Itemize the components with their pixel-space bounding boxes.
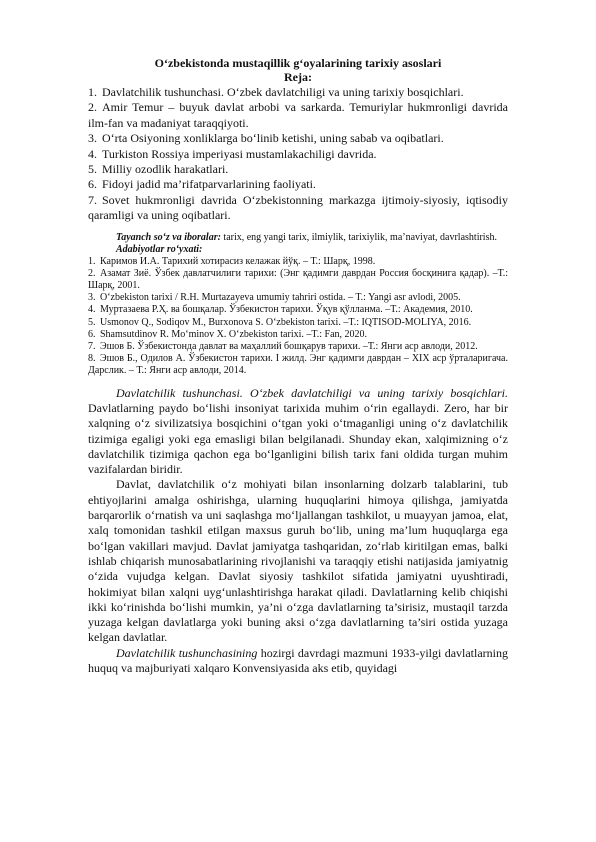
reference-item (88, 268, 508, 292)
reference-text: Азамат Зиё. Ўзбек давлатчилиги тарихи: (Энг қадимги даврдан Россия босқинига қадар). –Т.: Шарқ, 2001. (88, 267, 508, 292)
literature-heading: Adabiyotlar ro‘yxati: (116, 243, 203, 255)
plan-heading: Reja: (284, 70, 312, 84)
plan-item-text: Sovet hukmronligi davrida O‘zbekistonning markazga ijtimoiy-siyosiy, iqtisodiy qaramligi va uning oqibatlari. (88, 192, 508, 223)
reference-text: Каримов И.А. Тарихий хотирасиз келажак йўқ. – Т.: Шарқ, 1998. (100, 255, 376, 267)
plan-item-number: 5. (88, 162, 97, 177)
reference-number: 8. (88, 353, 96, 365)
document-page (88, 56, 508, 676)
plan-list (88, 85, 508, 224)
reference-number: 4. (88, 304, 96, 316)
plan-item (88, 131, 508, 146)
plan-item-text: Davlatchilik tushunchasi. O‘zbek davlatchiligi va uning tarixiy bosqichlari. (102, 85, 464, 99)
reference-item (88, 329, 508, 341)
plan-item-number: 3. (88, 131, 97, 146)
body-paragraph (88, 477, 508, 645)
reference-text: Эшов Б., Одилов А. Ўзбекистон тарихи. I жилд. Энг қадимги даврдан – XIX аср ўрталаригача. Дарслик. – Т.: Янги аср авлоди, 2014. (88, 353, 508, 377)
reference-text: Shamsutdinov R. Mo‘minov X. O‘zbekiston tarixi. –T.: Fan, 2020. (100, 328, 368, 340)
plan-item-text: Turkiston Rossiya imperiyasi mustamlakachiligi davrida. (102, 146, 377, 161)
plan-item-number: 6. (88, 177, 97, 192)
reference-text: Usmonov Q., Sodiqov M., Burxonova S. O‘zbekiston tarixi. –T.: IQTISOD-MOLIYA, 2016. (100, 316, 472, 328)
reference-text: O‘zbekiston tarixi / R.H. Murtazayeva umumiy tahriri ostida. – T.: Yangi asr avlodi, 2005. (100, 292, 461, 304)
reference-item (88, 304, 508, 316)
reference-number: 5. (88, 316, 96, 328)
plan-item-text: Milliy ozodlik harakatlari. (102, 162, 229, 177)
paragraph-text: Davlat, davlatchilik o‘z mohiyati bilan insonlarning dolzarb talablarini, tub ehtiyojlarini amalga oshirishga, ularning huquqlarini himoya qilishga, jamiyatda barqarorlik o‘rnatish va uni saqlashga mo‘ljallangan tashkilot, u muayyan jamoa, elat, xalq tomonidan tashkil etilgan maxsus guruh bo‘lib, uning ma’lum huquqlarga ega bo‘lgan vakillari mavjud. Davlat jamiyatga tashqaridan, zo‘rlab kiritilgan emas, balki ishlab chiqarish munosabatlarining rivojlanishi va taraqqiy etishi natijasida jamiyatnig o‘zida vujudga kelgan. Davlat siyosiy tashkilot sifatida jamiyatni uyushtiradi, hokimiyat bilan xalqni uyg‘unlashtirishga harakat qiladi. Davlatlarning kelib chiqishi ikki ko‘rinishda bo‘lishi mumkin, ya’ni o‘zga davlatlarning ta’sirisiz, mustaqil tarzda yuzaga kelgan davlatlarga yoki buning aksi o‘zga davlatlarning ta’siri ostida yuzaga kelgan davlatlar. (88, 477, 508, 645)
plan-item (88, 177, 508, 192)
reference-item (88, 292, 508, 304)
plan-item-text: Fidoyi jadid ma’rifatparvarlarining faoliyati. (102, 177, 316, 192)
reference-text: Муртазаева Р.Ҳ. ва бошқалар. Ўзбекистон тарихи. Ўқув қўлланма. –Т.: Академия, 2010. (100, 304, 473, 316)
key-terms-text: tarix, eng yangi tarix, ilmiylik, tarixiylik, ma’naviyat, davrlashtirish. (220, 231, 497, 243)
plan-item-text: O‘rta Osiyoning xonliklarga bo‘linib ketishi, uning sabab va oqibatlari. (102, 131, 444, 146)
reference-item (88, 353, 508, 377)
document-title: O‘zbekistonda mustaqillik g‘oyalarining tarixiy asoslari (154, 56, 442, 70)
reference-number: 7. (88, 341, 96, 353)
plan-item-text: Amir Temur – buyuk davlat arbobi va sarkarda. Temuriylar hukmronligi davrida ilm-fan va madaniyat taraqqiyoti. (88, 100, 508, 130)
plan-item (88, 162, 508, 177)
plan-item (88, 85, 508, 100)
key-terms (88, 232, 508, 244)
key-terms-label: Tayanch so‘z va iboralar: (116, 231, 221, 243)
reference-number: 6. (88, 328, 96, 340)
body-paragraph (88, 386, 508, 478)
plan-item-number: 4. (88, 146, 97, 161)
plan-item (88, 147, 508, 162)
paragraph-text: Davlatlarning paydo bo‘lishi insoniyat tarixida muhim o‘rin egallaydi. Zero, har bir xalqning o‘z sivilizatsiya bosqichini o‘tgan yoki o‘tmaganligi uning o‘z davlatchilik tizimiga egaligi yoki ega emasligi bilan belgilanadi. Shunday ekan, xalqimizning o‘z davlatchilik tizimiga qachon ega bo‘lganligini bilish tarix fani oldida turgan muhim vazifalardan biridir. (88, 400, 508, 477)
reference-text: Эшов Б. Ўзбекистонда давлат ва маҳаллий бошқарув тарихи. –Т.: Янги аср авлоди, 2012. (100, 341, 478, 353)
plan-item-number: 1. (88, 85, 97, 99)
plan-item-number: 2. (88, 100, 97, 115)
reference-item (88, 341, 508, 353)
reference-number: 2. (88, 267, 96, 279)
plan-item (88, 193, 508, 224)
paragraph-lead: Davlatchilik tushunchasining (116, 645, 258, 660)
reference-item (88, 256, 508, 268)
body-text (88, 386, 508, 677)
paragraph-text: hozirgi davrdagi mazmuni 1933-yilgi davlatlarning huquq va majburiyati xalqaro Konvensiyasida aks etib, quyidagi (88, 645, 509, 676)
reference-number: 1. (88, 255, 96, 267)
plan-item-number: 7. (88, 192, 97, 207)
paragraph-lead: Davlatchilik tushunchasi. O‘zbek davlatchiligi va uning tarixiy bosqichlari. (116, 385, 508, 400)
body-paragraph (88, 646, 508, 677)
reference-item (88, 317, 508, 329)
reference-number: 3. (88, 292, 96, 304)
reference-list (88, 256, 508, 378)
plan-item (88, 100, 508, 131)
